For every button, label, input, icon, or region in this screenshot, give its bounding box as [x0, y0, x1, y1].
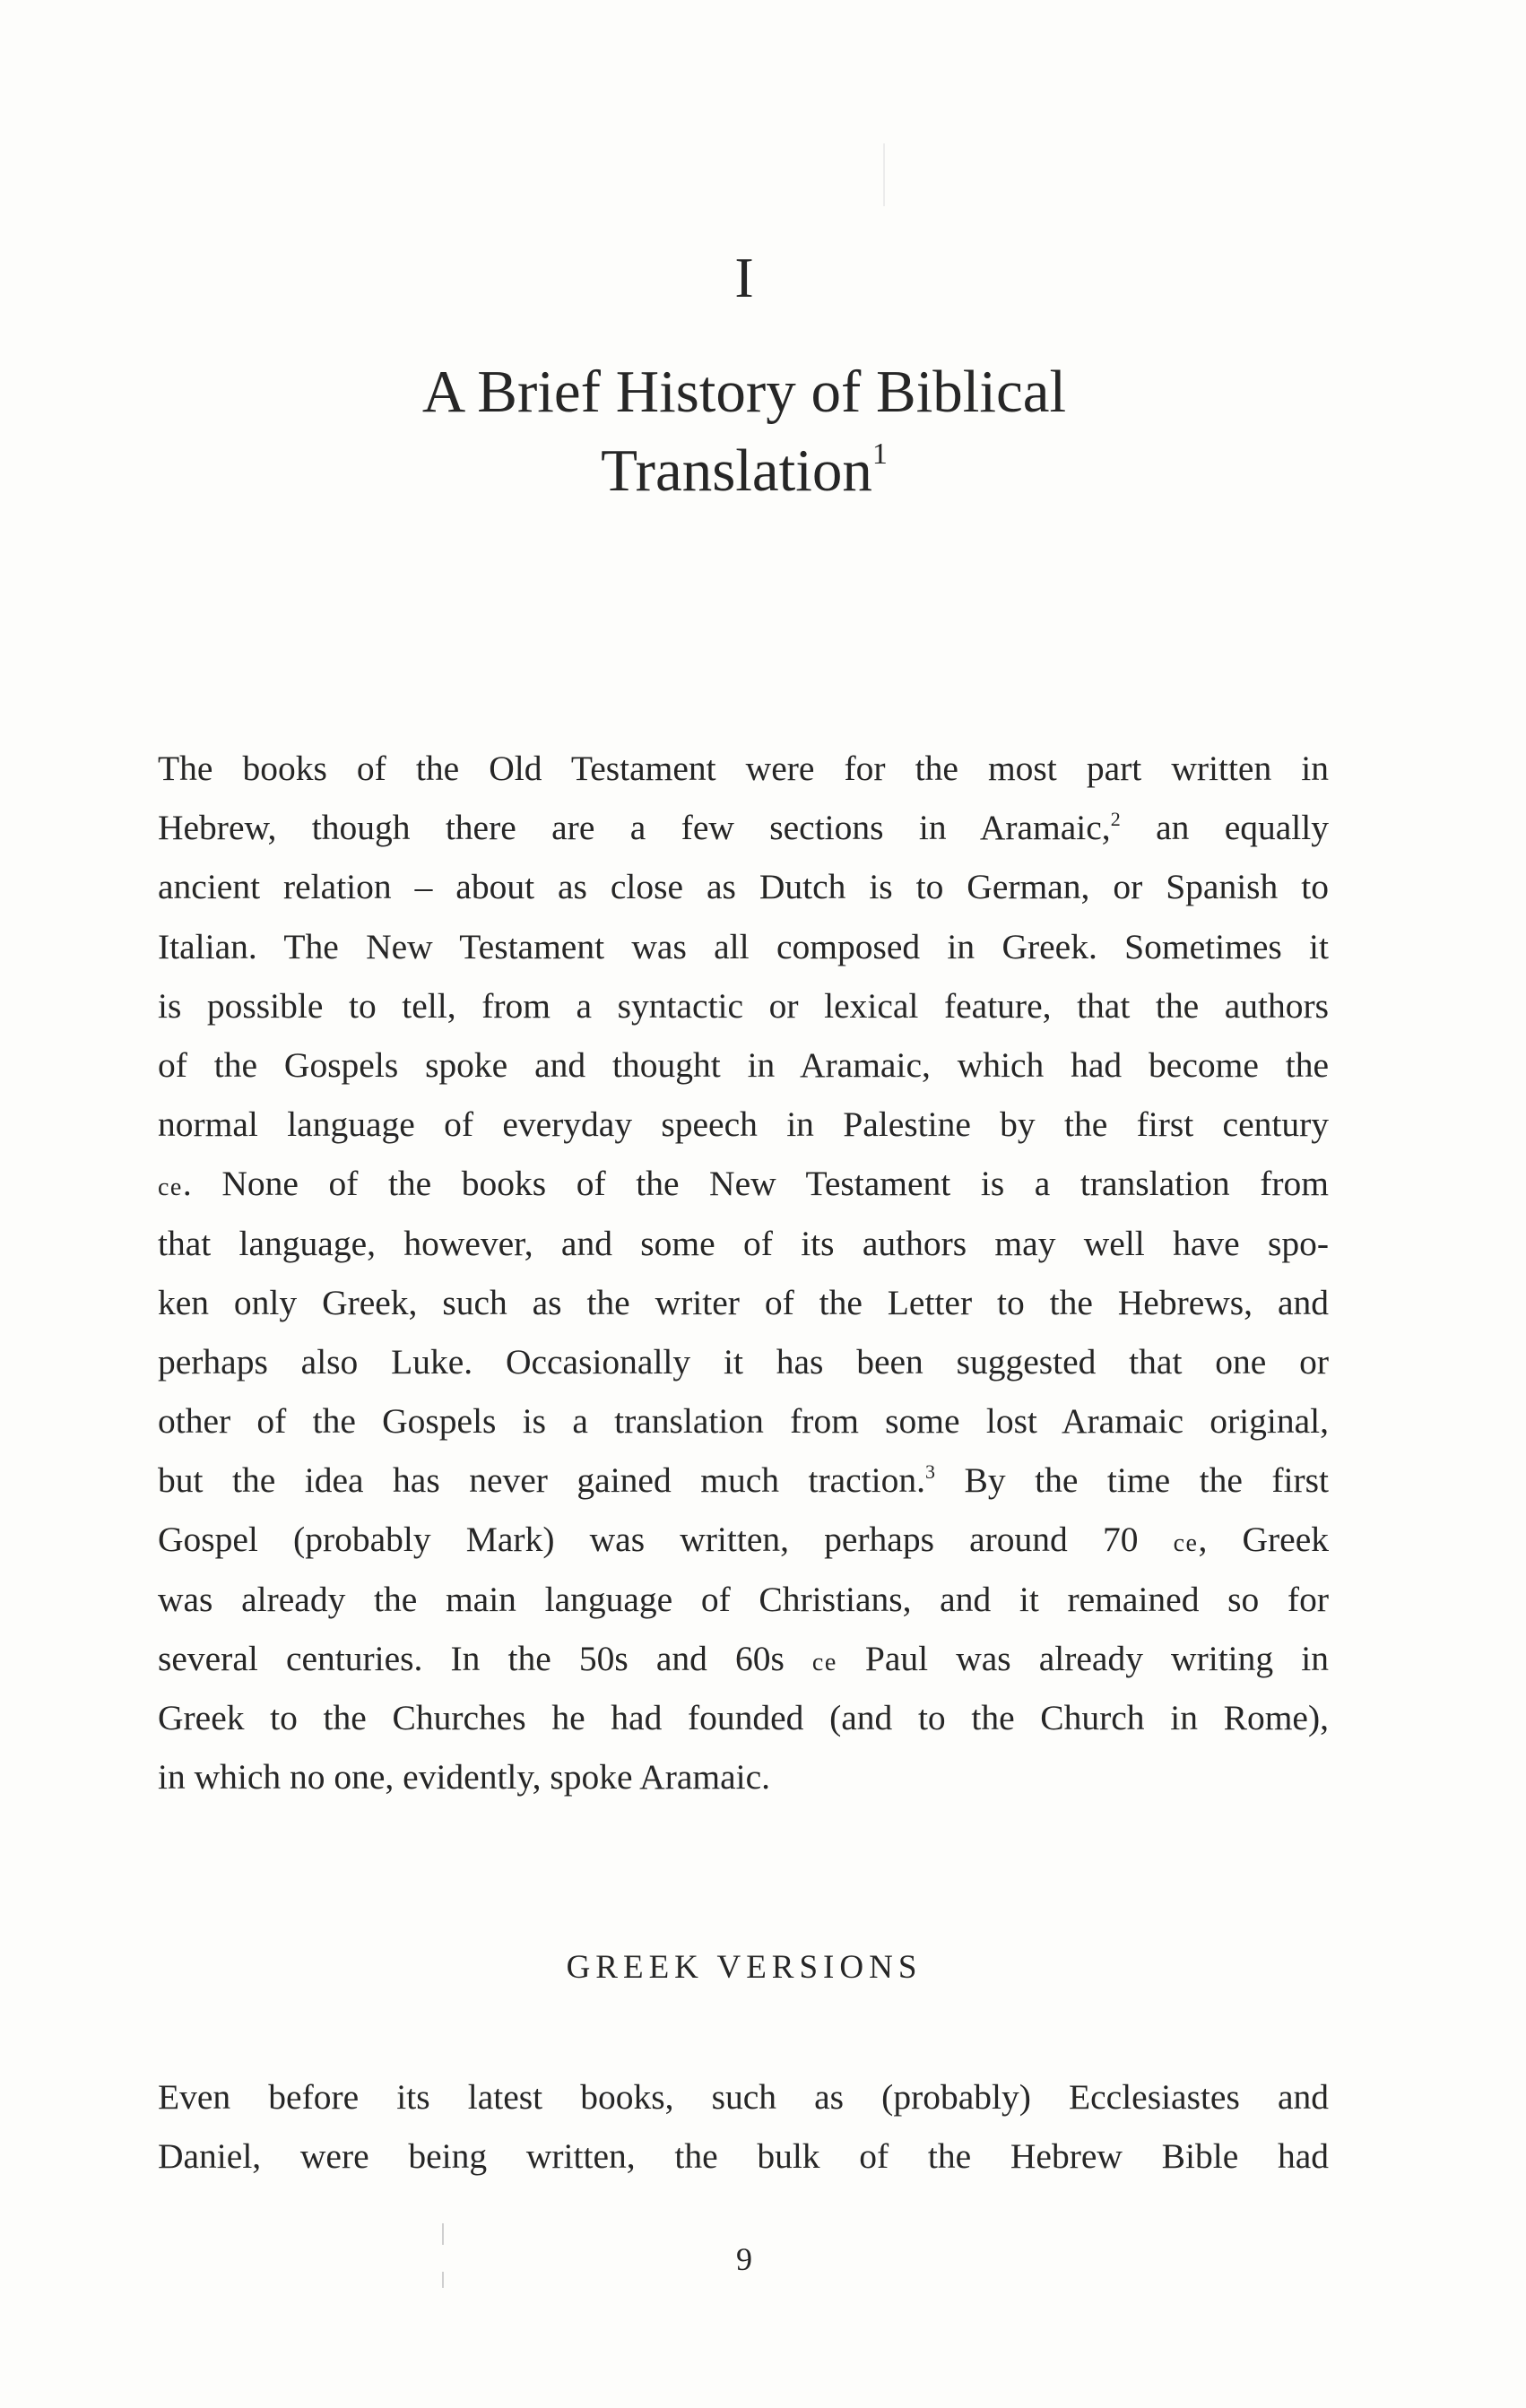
footnote-marker: 1 — [871, 437, 888, 471]
text-segment: . None of the books of the New Testament is a translation from — [182, 1164, 1329, 1204]
text-segment: Gospel (probably Mark) was written, perhaps around 70 — [158, 1520, 1174, 1560]
text-line: was already the main language of Christians, and it remained so for — [158, 1579, 1329, 1619]
text-segment: Hebrew, though there are a few sections in Aramaic, — [158, 808, 1111, 848]
body-paragraph — [158, 2067, 1329, 2186]
body-paragraph — [158, 739, 1329, 1806]
text-line: in which no one, evidently, spoke Aramaic. — [158, 1757, 771, 1797]
small-caps-era: ce — [1173, 1529, 1199, 1558]
text-line: ken only Greek, such as the writer of the Letter to the Hebrews, and — [158, 1282, 1329, 1322]
text-line — [158, 798, 1329, 857]
footnote-marker: 3 — [925, 1460, 936, 1484]
text-line: perhaps also Luke. Occasionally it has been suggested that one or — [158, 1341, 1329, 1382]
text-line — [158, 1451, 1329, 1510]
text-segment: , Greek — [1198, 1520, 1329, 1560]
chapter-title — [0, 352, 1488, 510]
chapter-title-line-1: A Brief History of Biblical — [421, 359, 1067, 425]
scan-artifact — [883, 143, 885, 206]
text-line: The books of the Old Testament were for the most part written in — [158, 749, 1329, 788]
text-segment: but the idea has never gained much traction. — [158, 1460, 926, 1501]
text-line — [158, 1154, 1329, 1213]
text-line: Italian. The New Testament was all composed in Greek. Sometimes it — [158, 926, 1329, 966]
page-number: 9 — [736, 2241, 752, 2277]
chapter-number: I — [734, 246, 754, 309]
scan-artifact — [442, 2272, 444, 2288]
text-segment: Paul was already writing in — [837, 1638, 1329, 1678]
chapter-title-text: Translation — [601, 437, 872, 504]
text-line: is possible to tell, from a syntactic or lexical feature, that the authors — [158, 985, 1329, 1026]
text-line: ancient relation – about as close as Dutch is to German, or Spanish to — [158, 867, 1329, 907]
text-line: Even before its latest books, such as (probably) Ecclesiastes and — [158, 2077, 1329, 2117]
text-segment: several centuries. In the 50s and 60s — [158, 1638, 812, 1678]
small-caps-era: ce — [158, 1174, 183, 1202]
text-line: of the Gospels spoke and thought in Aramaic, which had become the — [158, 1044, 1329, 1085]
text-line: other of the Gospels is a translation from some lost Aramaic original, — [158, 1401, 1329, 1442]
text-line: Daniel, were being written, the bulk of the Hebrew Bible had — [158, 2136, 1329, 2177]
scan-artifact — [442, 2223, 444, 2245]
text-line: normal language of everyday speech in Palestine by the first century — [158, 1104, 1329, 1145]
text-segment: an equally — [1120, 808, 1330, 848]
section-heading: GREEK VERSIONS — [566, 1949, 923, 1986]
text-line — [158, 1510, 1329, 1569]
text-line: Greek to the Churches he had founded (and to the Church in Rome), — [158, 1698, 1329, 1737]
text-line — [158, 1629, 1329, 1688]
text-segment: By the time the first — [935, 1460, 1329, 1501]
footnote-marker: 2 — [1110, 808, 1121, 831]
small-caps-era: ce — [811, 1648, 837, 1676]
chapter-title-line-2 — [0, 431, 1488, 510]
text-line: that language, however, and some of its authors may well have spo- — [158, 1223, 1329, 1263]
